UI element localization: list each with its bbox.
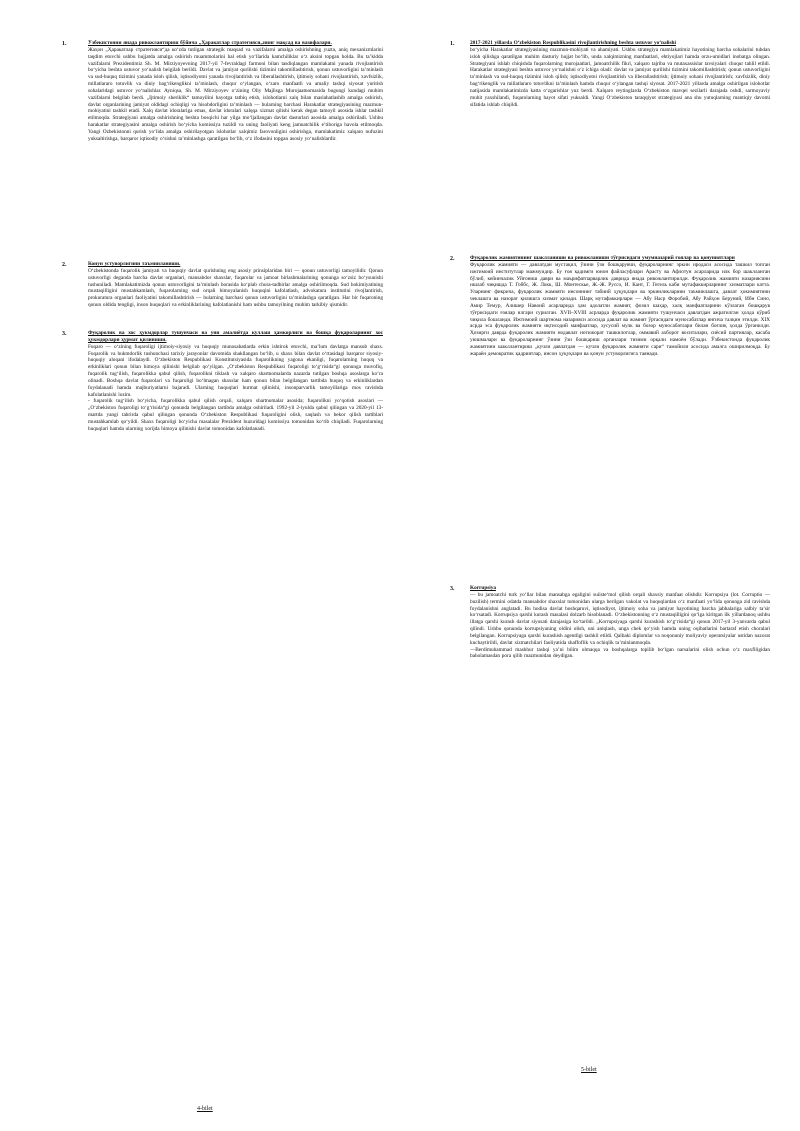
question-text: — bu jamoatchi turk yo‘llar bilan mansabga egaligini suiiste‘mol qilish orqali shaxsiy manfaat olishdir. Korrupsiya (lot. Corruptio — buzilish) termini odatda mansabdor shaxslar tomonidan ularga berilgan vakolat va huquqlardan o‘z manfaati yo‘lida qonunga zid ravishda foydalanishni anglatadi. Bu hodisa davlat boshqaruvi, iqtisodiyot, ijtimoiy soha va jamiyat hayotining barcha jabhalariga salbiy ta’sir ko‘rsatadi. Korrupsiya qarshi kurash masalasi dolzarb hisoblanadi. O‘zbekistonning o‘z mustaqilligini qo‘lga kiritgan ilk yillardanoq ushbu illatga qarshi kurash davlat siyosati darajasiga ko‘tarildi. „Korrupsiyaga qarshi kurashish to‘g‘risida“gi qonun 2017-yil 3-yanvarda qabul qilindi. Ushbu qonunda korrupsiyaning oldini olish, uni aniqlash, unga chek qo‘yish hamda uning oqibatlarini bartaraf etish choralari belgilangan. Korrupsiyaga qarshi kurashish agentligi tashkil etildi. Qalbaki diplomlar va noqonuniy moliyaviy operatsiyalar ustidan nazorat kuchaytirildi, davlat xizmatchilari faoliyatida shaffoflik va ochiqlik ta’minlanmoqda. —Berdimuhammad mashhur tashqi ya’ni bilim olmaqqa va boshqalarga topilib bo‘lgan narsalarini olish ochun o‘z maxfiligidan baholamasdan pora qilib mazmunidan deydigan. [470, 591, 770, 660]
question-number: 2. [62, 262, 67, 268]
question-title: Фуқаролик ва хос ҳукмдорлар тушунчаси ва уни амалиётда куллаш ҳамкорлиги ва бошқа фуқароларнинг хос ҳукмдорлари ҳурмат қилиниши. [88, 330, 383, 343]
question-body [88, 40, 383, 245]
question-number: 1. [450, 41, 455, 47]
page-footer: 5-bilet [581, 1067, 597, 1073]
page-footer: 4-bilet [197, 1106, 213, 1112]
question-body [470, 585, 770, 785]
question-text: O‘zbekistonda fuqarolik jamiyati va huquqiy davlat qurishning eng asosiy prinsiplaridan biri — qonun ustuvorligi tamoyilidir. Qonun ustuvorligi deganda barcha davlat organlari, mansabdor shaxslar, fuqarolar va jamoat birlashmalarining qonunga so‘zsiz bo‘ysunishi tushuniladi. Mamlakatimizda qonun ustuvorligini ta’minlash borasida ko‘plab chora-tadbirlar amalga oshirilmoqda. Sud hokimiyatining mustaqilligini mustahkamlash, fuqarolarning sud orqali himoyalanish huquqini kafolatlash, advokatura institutini rivojlantirish, prokuratura organlari faoliyatini takomillashtirish — bularning barchasi qonun ustuvorligini ta’minlashga qaratilgan. Har bir fuqaroning qonun oldida tengligi, inson huquqlari va erkinliklarining kafolatlanishi ham ushbu tamoyilning muhim tarkibiy qismidir. [88, 267, 383, 309]
question-title: Конун устуворлигини таъминланиши. [88, 261, 181, 267]
right-page [400, 0, 800, 1131]
question-body [470, 255, 770, 510]
question-title: 2017-2021 yillarda O‘zbekiston Respublikasini rivojlantirishning beshta ustuvor yo‘nalishi [470, 40, 676, 46]
question-title: Ўзбекистонни янада ривожлантириш бўйича „Ҳаракатлар стратегияси„нинг мақсад ва вазифалари. [88, 40, 332, 46]
question-number: 3. [450, 586, 455, 592]
question-number: 3. [62, 331, 67, 337]
question-title: Korrupsiya [470, 585, 496, 591]
question-body [88, 330, 383, 523]
question-body [470, 40, 770, 180]
question-text: bo‘yicha Harakatlar strategiyasining mazmun-mohiyati va ahamiyati. Ushbu strategiya mamlakatimiz hayotining barcha sohalarini tubdan isloh qilishga qaratilgan muhim dasturiy hujjat bo‘lib, unda xalqimizning manfaatlari, ehtiyojlari hamda orzu-umidlari inobatga olingan. Strategiyani ishlab chiqishda fuqarolarning murojaatlari, jamoatchilik fikri, xalqaro tajriba va mutaxassislar tavsiyalari chuqur tahlil etildi. Harakatlar strategiyasi beshta ustuvor yo‘nalishni o‘z ichiga oladi: davlat va jamiyat qurilishi tizimini takomillashtirish; qonun ustuvorligini ta’minlash va sud-huquq tizimini isloh qilish; iqtisodiyotni rivojlantirish va liberallashtirish; ijtimoiy sohani rivojlantirish; xavfsizlik, diniy bag‘rikenglik va millatlararo totuvlikni ta’minlash hamda chuqur o‘ylangan tashqi siyosat. 2017-2021 yillarda amalga oshirilgan islohotlar natijasida mamlakatimizda katta o‘zgarishlar yuz berdi. Xalqaro reytinglarda O‘zbekiston mavqei sezilarli darajada oshdi, sarmoyaviy muhit yaxshilandi, fuqarolarning hayot sifati yuksaldi. Yangi O‘zbekiston taraqqiyot strategiyasi ana shu yutuqlarning mantiqiy davomi sifatida ishlab chiqildi. [470, 46, 770, 108]
question-number: 1. [62, 41, 67, 47]
question-title: Фуқаролик жамиятининг шаклланиши ва ривожланиши тўғрисидаги умумназарий ғоялар ва қонуниятлари [470, 255, 735, 261]
question-text: Fuqaro — o‘zining fuqaroligi ijtimoiy-siyosiy va huquqiy munosabatlarda erkin ishtirok etuvchi, ma’lum davlatga mansub shaxs. Fuqarolik va hukmdorlik tushunchasi tarixiy jarayonlar davomida shakllangan bo‘lib, u shaxs bilan davlat o‘rtasidagi barqaror siyosiy-huquqiy aloqani ifodalaydi. O‘zbekiston Respublikasi Konstitutsiyasida fuqarolikning yagona ekanligi, fuqarolarning huquq va erkinliklari qonun bilan himoya qilinishi belgilab qo‘yilgan. „O‘zbekiston Respublikasi fuqaroligi to‘g‘risida“gi qonunga muvofiq, fuqarolik tug‘ilish, fuqarolikka qabul qilish, fuqarolikni tiklash va xalqaro shartnomalarda nazarda tutilgan boshqa asoslarga ko‘ra olinadi. Boshqa davlat fuqarolari va fuqaroligi bo‘lmagan shaxslar ham qonun bilan belgilangan tartibda huquq va erkinliklardan foydalanadi hamda majburiyatlarni bajaradi. Ularning huquqlari hurmat qilinishi, insonparvarlik tamoyillariga mos ravishda kafolatlanishi lozim. - fuqarolik tug‘ilish bo‘yicha, fuqarolikka qabul qilish orqali, xalqaro shartnomalar asosida; fuqarolikni yo‘qotish asoslari — „O‘zbekiston fuqaroligi to‘g‘risida“gi qonunda belgilangan tartibda amalga oshiriladi. 1992-yil 2-iyulda qabul qilingan va 2020-yil 13-martda yangi tahrirda qabul qilingan qonunda O‘zbekiston Respublikasi fuqaroligini olish, saqlash va bekor qilish tartiblari mustahkamlab qo‘yildi. Shaxs fuqaroligi bo‘yicha masalalar Prezident huzuridagi komissiya tomonidan ko‘rib chiqiladi. Fuqarolarning huquqlari hamda ularning xorijda himoya qilinishi davlat tomonidan kafolatlanadi. [88, 343, 383, 432]
question-body [88, 261, 383, 324]
question-text: Фуқаролик жамияти — давлатдан мустақил, ўзини ўзи бошқарувчи, фуқароларнинг эркин иродаси асосида ташкил топган ижтимоий институтлар мажмуидир. Бу ғоя қадимги юнон файласуфлари Арасту ва Афлотун асарларида илк бор шаклланган бўлиб, кейинчалик Уйғониш даври ва маърифатпарварлик даврида янада ривожлантирилди. Фуқаролик жамияти назариясини ишлаб чиқишда Т. Гоббс, Ж. Локк, Ш. Монтескье, Ж.-Ж. Руссо, И. Кант, Г. Гегель каби мутафаккирларнинг хизматлари катта. Уларнинг фикрича, фуқаролик жамияти инсоннинг табиий ҳуқуқлари ва эркинликларини таъминлашга, давлат ҳокимиятини чеклашга ва назорат қилишга хизмат қилади. Шарқ мутафаккирлари — Абу Наср Форобий, Абу Райҳон Беруний, Ибн Сино, Амир Темур, Алишер Навоий асарларида ҳам адолатли жамият, фозил шаҳар, халқ манфаатларини кўзлаган бошқарув тўғрисидаги ғоялар илгари сурилган. XVII–XVIII асрларда фуқаролик жамияти тушунчаси давлатдан ажратилган ҳолда кўриб чиқила бошланди. Ижтимоий шартнома назарияси асосида давлат ва жамият ўртасидаги муносабатлар янгича талқин этилди. XIX асрда эса фуқаролик жамияти иқтисодий манфаатлар, хусусий мулк ва бозор муносабатлари билан боғлиқ ҳолда ўрганилди. Ҳозирги даврда фуқаролик жамияти нодавлат нотижорат ташкилотлар, оммавий ахборот воситалари, сиёсий партиялар, касаба уюшмалари ва фуқароларнинг ўзини ўзи бошқариш органлари тизими орқали намоён бўлади. Ўзбекистонда фуқаролик жамиятини шакллантириш „кучли давлатдан — кучли фуқаролик жамияти сари“ тамойили асосида амалга оширилмоқда. Бу жараён демократик қадриятлар, инсон ҳуқуқлари ва қонун устуворлигига таянади. [470, 261, 770, 357]
question-text: Жаҳон „Ҳаракатлар стратегияси“да ко‘zda tutilgan strategik maqsad va vazifalarni amalga oshirishning yuzta, aniq mexanizmlarini taqdim etuvchi ushbu hujjatda amalga oshirish muammolarini hal etish yo‘llarida kamchiliklar o‘z aksini topgan holda. Bu ta’kidda vazifalarni Prezidentimiz Sh. M. Mirziyoyevning 2017-yil 7-fevraldagi farmoni bilan tasdiqlangan mamlakatni yanada rivojlantirish bo‘yicha beshta ustuvor yo‘nalish belgilab berildi. Davlat va jamiyat qurilishi tizimini takomillashtirish, qonun ustuvorligini ta’minlash va sud-huquq tizimini yanada isloh qilish, iqtisodiyotni yanada rivojlantirish va liberallashtirish, ijtimoiy sohani rivojlantirish, xavfsizlik, millatlararo totuvlik va diniy bag‘rikenglikni ta’minlash, chuqur o‘ylangan, o‘zaro manfaatli va amaliy tashqi siyosat yuritish sohalaridagi ustuvor yo‘nalishlar. Ayniqsa, Sh. M. Mirziyoyev o‘zining Oliy Majlisga Murojaatnomasida bugungi kundagi muhim vazifalarni belgilab berdi. „Ijtimoiy sheriklik“ tamoyilini hayotga tatbiq etish, islohotlarni xalq bilan maslahatlashib amalga oshirish, davlat organlarining jamiyat oldidagi ochiqligi va hisobdorligini ta’minlash — bularning barchasi Harakatlar strategiyasining mazmun-mohiyatini tashkil etadi. Xalq davlat idoralariga emas, davlat idoralari xalqqa xizmat qilishi kerak degan tamoyil asosida ishlar tashkil etilmoqda. Strategiyani amalga oshirishning beshta bosqichi har yilga mo‘ljallangan davlat dasturlari asosida amalga oshiriladi. Ushbu harakatlar strategiyasini amalga oshirish bo‘yicha komissiya tuzildi va uning faoliyati keng jamoatchilik e’tiboriga havola etilmoqda. Yangi Ozbekistonni qurish yo‘lida amalga oshirilayotgan islohotlar xalqimiz farovonligini oshirishga, mamlakatimiz xalqaro nufuzini yuksaltirishga, barqaror iqtisodiy o‘sishni ta’minlashga qaratilgan bo‘lib, o‘z ifodasini topgan asosiy yo‘nalishlardir. [88, 46, 383, 142]
question-number: 2. [450, 256, 455, 262]
